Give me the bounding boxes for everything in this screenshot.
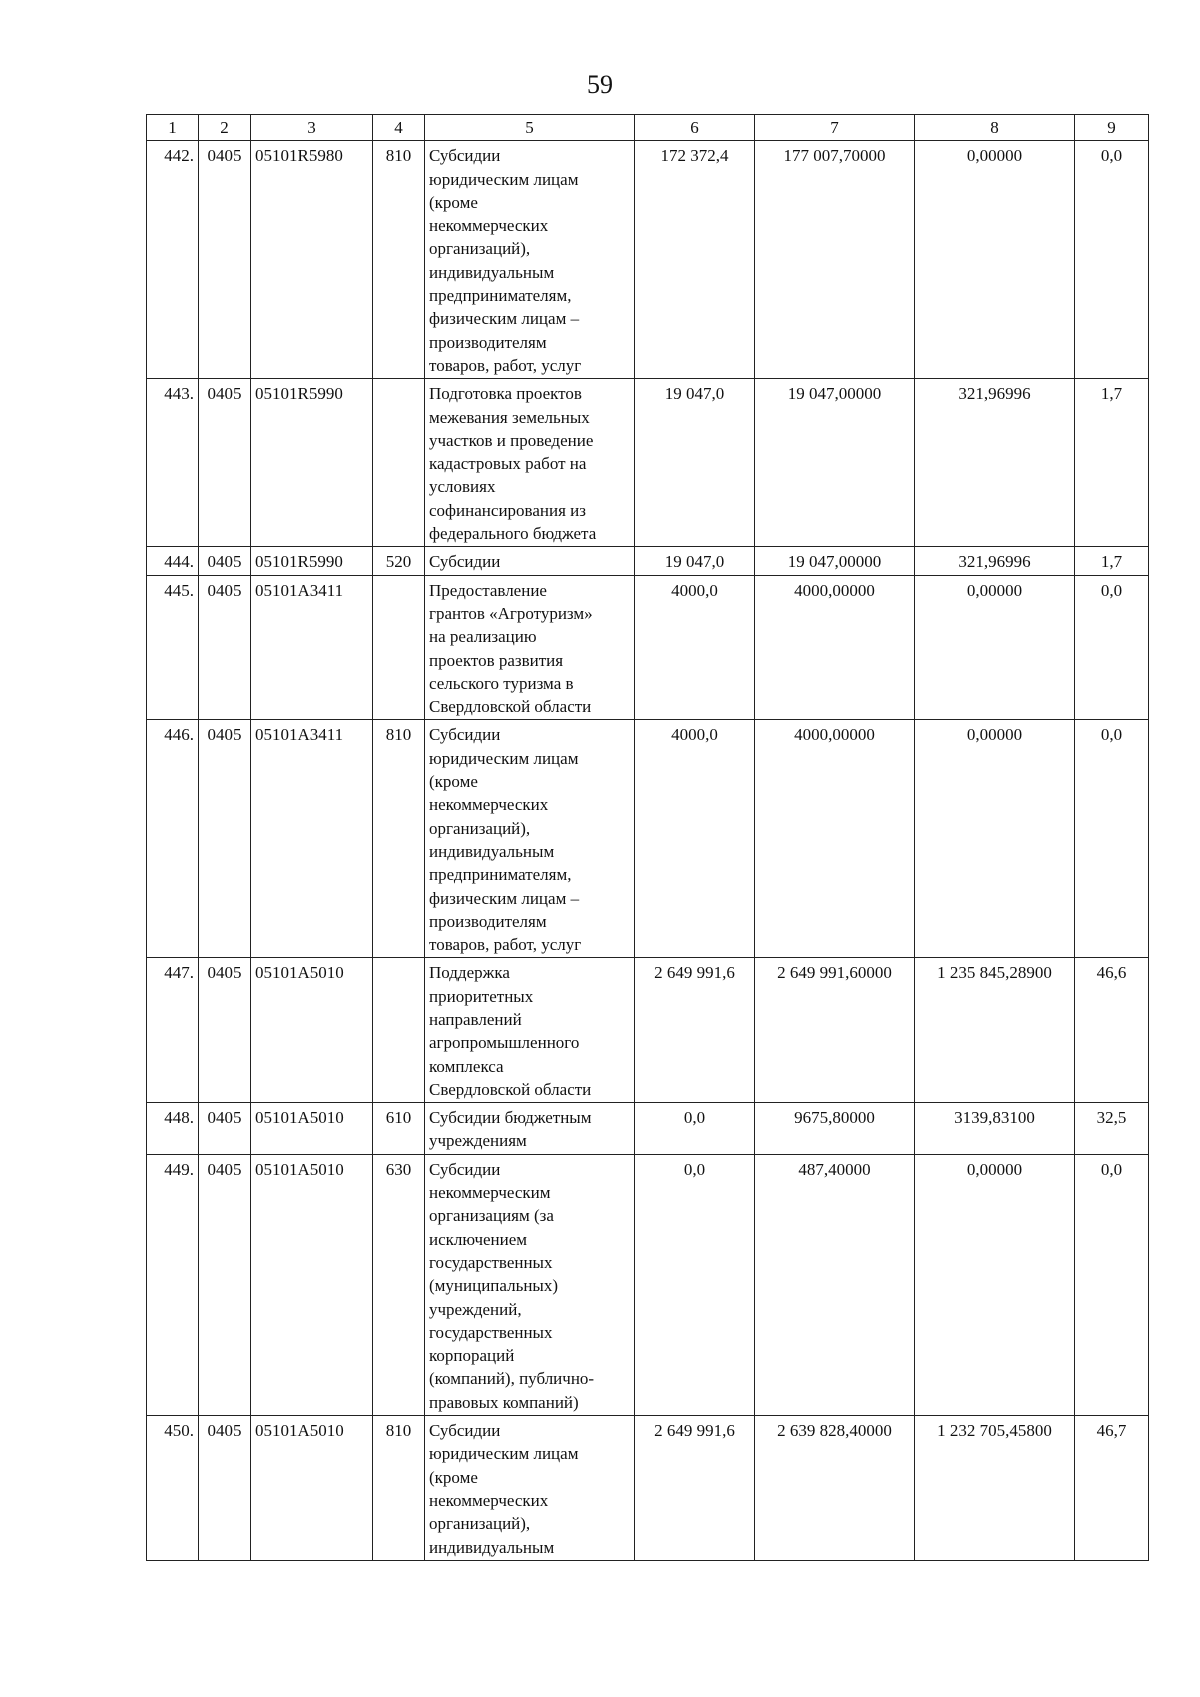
row-number-cell: 450. xyxy=(147,1416,199,1561)
row-number-cell: 442. xyxy=(147,141,199,379)
section-code-cell: 0405 xyxy=(199,1103,251,1155)
item-name-line: некоммерческим xyxy=(429,1183,551,1203)
item-name-cell xyxy=(425,1416,635,1561)
target-article-cell: 05101A3411 xyxy=(251,720,373,958)
item-name-line: кадастровых работ на xyxy=(429,454,587,474)
execution-percent-cell: 0,0 xyxy=(1075,575,1149,720)
item-name-line: на реализацию xyxy=(429,627,537,647)
section-code-cell: 0405 xyxy=(199,958,251,1103)
item-name-line: Субсидии xyxy=(429,1421,501,1441)
item-name-line: индивидуальным xyxy=(429,1537,555,1557)
executed-amount-cell: 0,00000 xyxy=(915,141,1075,379)
item-name-line: направлений xyxy=(429,1009,522,1029)
target-article-cell: 05101A3411 xyxy=(251,575,373,720)
item-name-line: индивидуальным xyxy=(429,841,555,861)
execution-percent-cell: 1,7 xyxy=(1075,547,1149,575)
planned-amount-cell: 19 047,0 xyxy=(635,379,755,547)
refined-amount-cell: 2 649 991,60000 xyxy=(755,958,915,1103)
item-name-line: Поддержка xyxy=(429,963,510,983)
executed-amount-cell: 0,00000 xyxy=(915,720,1075,958)
item-name-line: Подготовка проектов xyxy=(429,384,582,404)
item-name-line: производителям xyxy=(429,332,547,352)
table-row xyxy=(147,575,1149,720)
item-name-line: производителям xyxy=(429,911,547,931)
row-number-cell: 447. xyxy=(147,958,199,1103)
column-header: 8 xyxy=(915,115,1075,141)
item-name-line: участков и проведение xyxy=(429,430,594,450)
item-name-line: Субсидии xyxy=(429,146,501,166)
item-name-line: (компаний), публично- xyxy=(429,1369,595,1389)
planned-amount-cell: 0,0 xyxy=(635,1103,755,1155)
column-header: 4 xyxy=(373,115,425,141)
budget-table xyxy=(146,114,1149,1561)
page-number: 59 xyxy=(587,70,613,99)
refined-amount-cell: 2 639 828,40000 xyxy=(755,1416,915,1561)
execution-percent-cell: 46,7 xyxy=(1075,1416,1149,1561)
execution-percent-cell: 0,0 xyxy=(1075,720,1149,958)
execution-percent-cell: 46,6 xyxy=(1075,958,1149,1103)
executed-amount-cell: 3139,83100 xyxy=(915,1103,1075,1155)
item-name-cell xyxy=(425,379,635,547)
target-article-cell: 05101R5990 xyxy=(251,379,373,547)
item-name-line: Свердловской области xyxy=(429,1079,592,1099)
executed-amount-cell: 321,96996 xyxy=(915,547,1075,575)
execution-percent-cell: 0,0 xyxy=(1075,1154,1149,1415)
item-name-line: грантов «Агротуризм» xyxy=(429,603,593,623)
section-code-cell: 0405 xyxy=(199,1154,251,1415)
item-name-line: учреждений, xyxy=(429,1299,522,1319)
section-code-cell: 0405 xyxy=(199,1416,251,1561)
item-name-line: государственных xyxy=(429,1322,553,1342)
item-name-cell xyxy=(425,547,635,575)
item-name-line: агропромышленного xyxy=(429,1033,580,1053)
table-row xyxy=(147,379,1149,547)
item-name-line: сельского туризма в xyxy=(429,673,574,693)
expense-type-cell: 610 xyxy=(373,1103,425,1155)
item-name-line: организаций), xyxy=(429,239,531,259)
refined-amount-cell: 4000,00000 xyxy=(755,720,915,958)
item-name-line: софинансирования из xyxy=(429,500,586,520)
target-article-cell: 05101A5010 xyxy=(251,1103,373,1155)
planned-amount-cell: 0,0 xyxy=(635,1154,755,1415)
expense-type-cell xyxy=(373,575,425,720)
item-name-line: физическим лицам – xyxy=(429,888,580,908)
section-code-cell: 0405 xyxy=(199,720,251,958)
item-name-cell xyxy=(425,720,635,958)
item-name-line: комплекса xyxy=(429,1056,504,1076)
item-name-line: юридическим лицам xyxy=(429,748,579,768)
table-row xyxy=(147,547,1149,575)
row-number-cell: 445. xyxy=(147,575,199,720)
item-name-line: организаций), xyxy=(429,1514,531,1534)
item-name-cell xyxy=(425,1103,635,1155)
planned-amount-cell: 172 372,4 xyxy=(635,141,755,379)
item-name-line: товаров, работ, услуг xyxy=(429,355,582,375)
executed-amount-cell: 321,96996 xyxy=(915,379,1075,547)
item-name-line: некоммерческих xyxy=(429,216,549,236)
planned-amount-cell: 4000,0 xyxy=(635,575,755,720)
row-number-cell: 444. xyxy=(147,547,199,575)
item-name-line: (кроме xyxy=(429,772,478,792)
refined-amount-cell: 487,40000 xyxy=(755,1154,915,1415)
target-article-cell: 05101A5010 xyxy=(251,958,373,1103)
item-name-line: условиях xyxy=(429,477,496,497)
item-name-line: приоритетных xyxy=(429,986,534,1006)
item-name-line: Субсидии бюджетным xyxy=(429,1108,592,1128)
planned-amount-cell: 2 649 991,6 xyxy=(635,1416,755,1561)
section-code-cell: 0405 xyxy=(199,141,251,379)
executed-amount-cell: 0,00000 xyxy=(915,575,1075,720)
item-name-line: юридическим лицам xyxy=(429,169,579,189)
expense-type-cell: 810 xyxy=(373,720,425,958)
table-row xyxy=(147,1416,1149,1561)
row-number-cell: 446. xyxy=(147,720,199,958)
row-number-cell: 449. xyxy=(147,1154,199,1415)
item-name-line: корпораций xyxy=(429,1346,515,1366)
table-header-row xyxy=(147,115,1149,141)
planned-amount-cell: 4000,0 xyxy=(635,720,755,958)
table-row xyxy=(147,141,1149,379)
expense-type-cell: 810 xyxy=(373,141,425,379)
execution-percent-cell: 0,0 xyxy=(1075,141,1149,379)
item-name-line: предпринимателям, xyxy=(429,865,572,885)
planned-amount-cell: 2 649 991,6 xyxy=(635,958,755,1103)
item-name-line: Субсидии xyxy=(429,725,501,745)
row-number-cell: 443. xyxy=(147,379,199,547)
target-article-cell: 05101A5010 xyxy=(251,1416,373,1561)
column-header: 3 xyxy=(251,115,373,141)
item-name-line: правовых компаний) xyxy=(429,1392,579,1412)
refined-amount-cell: 177 007,70000 xyxy=(755,141,915,379)
item-name-line: Свердловской области xyxy=(429,697,592,717)
item-name-line: (муниципальных) xyxy=(429,1276,559,1296)
item-name-line: некоммерческих xyxy=(429,795,549,815)
row-number-cell: 448. xyxy=(147,1103,199,1155)
executed-amount-cell: 0,00000 xyxy=(915,1154,1075,1415)
item-name-line: межевания земельных xyxy=(429,407,590,427)
item-name-cell xyxy=(425,1154,635,1415)
table-row xyxy=(147,720,1149,958)
item-name-line: проектов развития xyxy=(429,650,564,670)
item-name-line: Субсидии xyxy=(429,1159,501,1179)
column-header: 5 xyxy=(425,115,635,141)
table-row xyxy=(147,1103,1149,1155)
item-name-line: Предоставление xyxy=(429,580,547,600)
item-name-line: предпринимателям, xyxy=(429,286,572,306)
item-name-line: (кроме xyxy=(429,192,478,212)
expense-type-cell: 810 xyxy=(373,1416,425,1561)
column-header: 6 xyxy=(635,115,755,141)
column-header: 9 xyxy=(1075,115,1149,141)
section-code-cell: 0405 xyxy=(199,379,251,547)
execution-percent-cell: 1,7 xyxy=(1075,379,1149,547)
item-name-line: Субсидии xyxy=(429,552,501,572)
item-name-line: товаров, работ, услуг xyxy=(429,935,582,955)
section-code-cell: 0405 xyxy=(199,575,251,720)
item-name-line: (кроме xyxy=(429,1467,478,1487)
refined-amount-cell: 4000,00000 xyxy=(755,575,915,720)
item-name-line: некоммерческих xyxy=(429,1490,549,1510)
item-name-line: государственных xyxy=(429,1252,553,1272)
table-row xyxy=(147,1154,1149,1415)
refined-amount-cell: 9675,80000 xyxy=(755,1103,915,1155)
executed-amount-cell: 1 232 705,45800 xyxy=(915,1416,1075,1561)
planned-amount-cell: 19 047,0 xyxy=(635,547,755,575)
expense-type-cell: 630 xyxy=(373,1154,425,1415)
section-code-cell: 0405 xyxy=(199,547,251,575)
target-article-cell: 05101R5990 xyxy=(251,547,373,575)
column-header: 1 xyxy=(147,115,199,141)
executed-amount-cell: 1 235 845,28900 xyxy=(915,958,1075,1103)
item-name-line: организациям (за xyxy=(429,1206,554,1226)
item-name-line: индивидуальным xyxy=(429,262,555,282)
execution-percent-cell: 32,5 xyxy=(1075,1103,1149,1155)
item-name-cell xyxy=(425,141,635,379)
refined-amount-cell: 19 047,00000 xyxy=(755,379,915,547)
target-article-cell: 05101A5010 xyxy=(251,1154,373,1415)
item-name-line: физическим лицам – xyxy=(429,309,580,329)
expense-type-cell xyxy=(373,379,425,547)
item-name-line: организаций), xyxy=(429,818,531,838)
target-article-cell: 05101R5980 xyxy=(251,141,373,379)
column-header: 2 xyxy=(199,115,251,141)
refined-amount-cell: 19 047,00000 xyxy=(755,547,915,575)
expense-type-cell xyxy=(373,958,425,1103)
column-header: 7 xyxy=(755,115,915,141)
expense-type-cell: 520 xyxy=(373,547,425,575)
item-name-line: учреждениям xyxy=(429,1131,527,1151)
item-name-cell xyxy=(425,575,635,720)
item-name-line: исключением xyxy=(429,1229,528,1249)
item-name-line: юридическим лицам xyxy=(429,1444,579,1464)
table-row xyxy=(147,958,1149,1103)
item-name-cell xyxy=(425,958,635,1103)
table-body xyxy=(147,141,1149,1561)
item-name-line: федерального бюджета xyxy=(429,524,597,544)
